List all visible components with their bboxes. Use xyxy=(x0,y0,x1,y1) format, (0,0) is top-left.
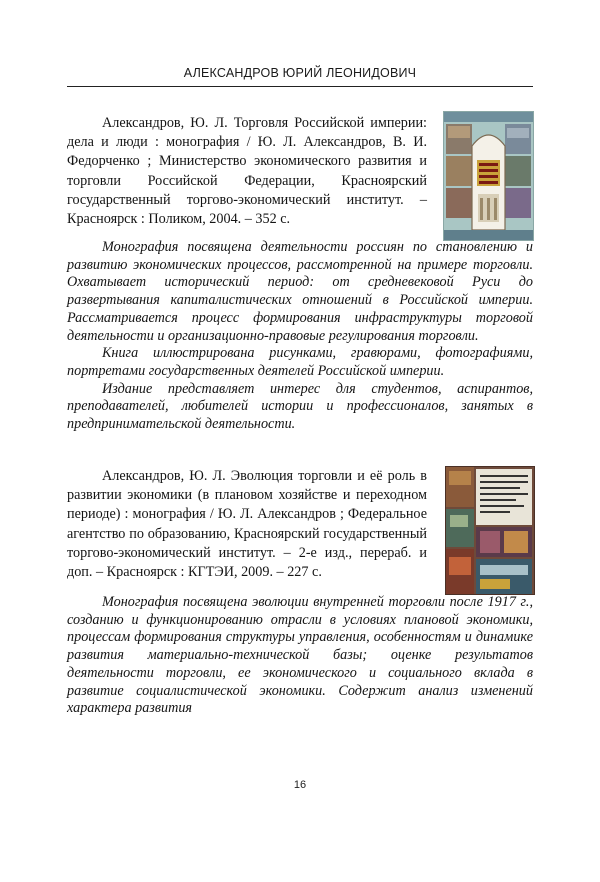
header-divider xyxy=(67,86,533,87)
annotation-1-paragraph-1: Монография посвящена деятельности россиян по становлению и развитию экономических процессов, рассмотренной на примере торговли. Охватывает исторический период: от средневековой Руси до развертывания капиталистических отношений в Российской империи. Рассматривается процесс формирования инфраструктуры торговой деятельности и организационно-правовые регулирования торговли. xyxy=(67,239,533,344)
book-cover-1-image xyxy=(443,111,534,241)
annotation-1 xyxy=(67,239,533,434)
annotation-2 xyxy=(67,594,533,718)
page-number: 16 xyxy=(293,779,307,791)
annotation-1-paragraph-3: Издание представляет интерес для студентов, аспирантов, преподавателей, любителей истории и профессионалов, занятых в предпринимательской деятельности. xyxy=(67,380,533,433)
running-header: АЛЕКСАНДРОВ ЮРИЙ ЛЕОНИДОВИЧ xyxy=(183,66,417,80)
book-cover-1-icon xyxy=(444,112,533,240)
annotation-2-paragraph-1: Монография посвящена эволюции внутренней торговли после 1917 г., созданию и функционированию отрасли в условиях плановой экономики, процессам формирования структуры управления, особенностям и динамике развития материально-технической базы; оценке результатов деятельности торговли, ее экономического и социального вклада в развитие социалистической экономики. Содержит анализ изменений характера развития xyxy=(67,594,533,717)
bibliographic-entry-2: Александров, Ю. Л. Эволюция торговли и её роль в развитии экономики (в плановом хозяйстве и переходном периоде) : монография / Ю. Л. Александров ; Федеральное агентство по образованию, Красноярский государственный торгово-экономический институт. – 2-е изд., перераб. и доп. – Красноярск : КГТЭИ, 2009. – 227 с. xyxy=(67,468,427,581)
book-cover-2-icon xyxy=(446,467,534,594)
annotation-1-paragraph-2: Книга иллюстрирована рисунками, гравюрами, фотографиями, портретами государственных деятелей Российской империи. xyxy=(67,345,533,379)
book-cover-2-image xyxy=(445,466,535,595)
bibliographic-entry-1: Александров, Ю. Л. Торговля Российской империи: дела и люди : монография / Ю. Л. Александров, В. И. Федорченко ; Министерство экономического развития и торговли Российской Федерации, Красноярский государственный торгово-экономический институт. – Красноярск : Поликом, 2004. – 352 с. xyxy=(67,115,427,228)
